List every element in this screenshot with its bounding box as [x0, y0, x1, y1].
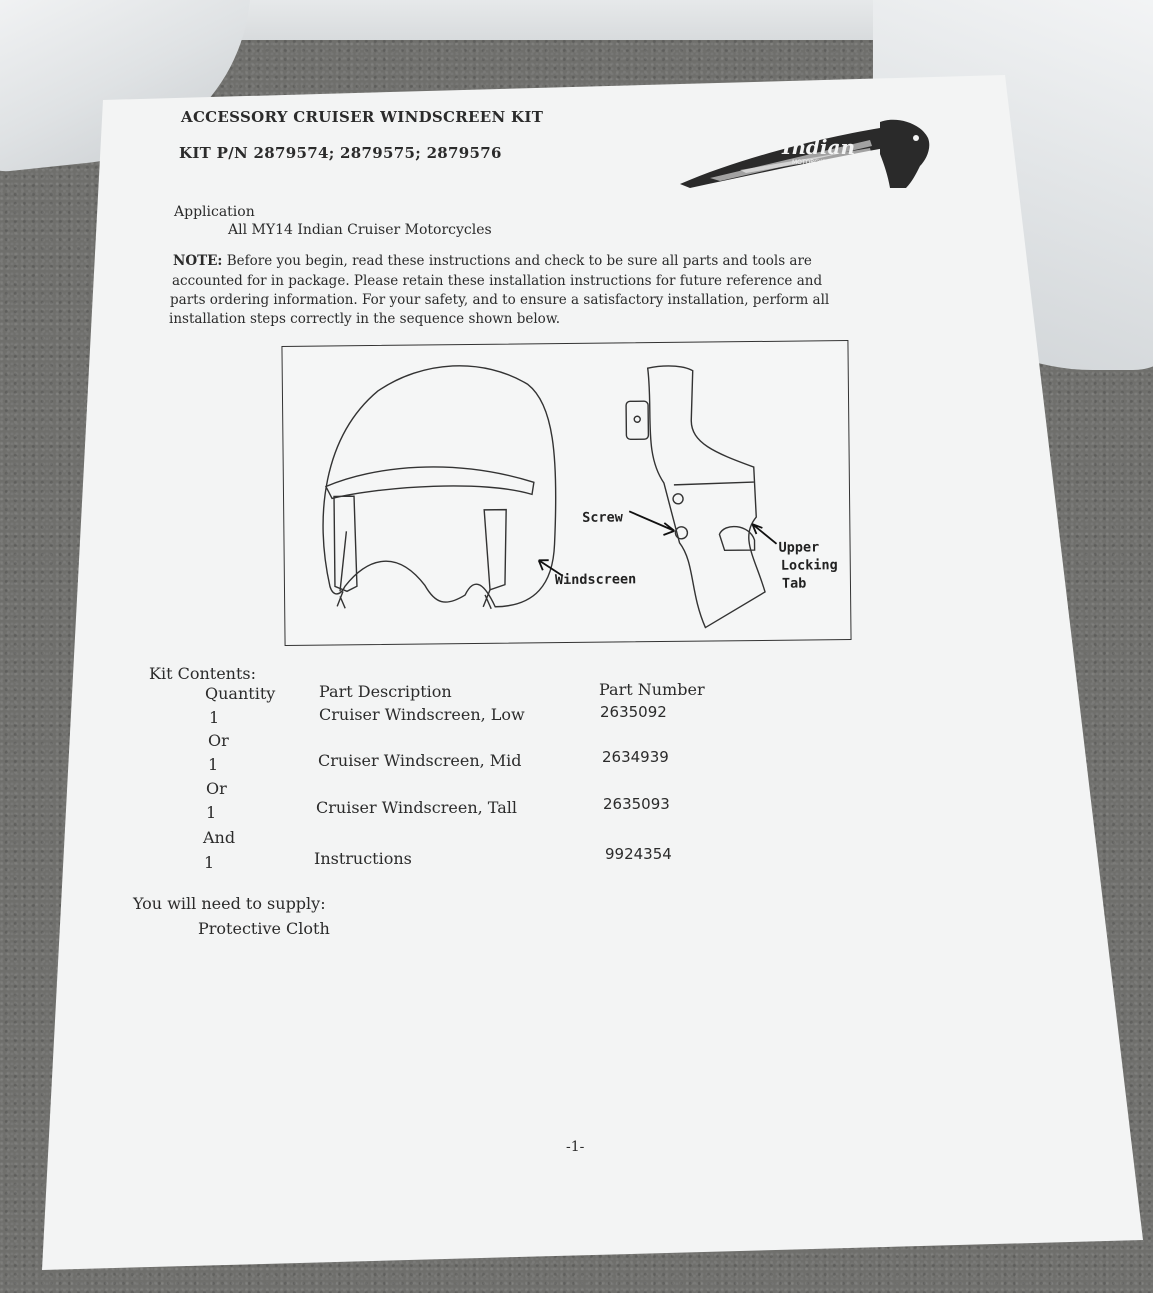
windscreen-diagram [282, 341, 850, 645]
label-screw: Screw [582, 509, 623, 526]
indian-logo [680, 118, 940, 190]
document-title: ACCESSORY CRUISER WINDSCREEN KIT [181, 108, 544, 126]
row-3-desc: Cruiser Windscreen, Tall [316, 798, 517, 817]
connector-or-1: Or [208, 731, 229, 750]
row-2-qty: 1 [208, 755, 219, 774]
note-line-4: installation steps correctly in the sequence shown below. [169, 311, 561, 327]
note-line-2: accounted for in package. Please retain these installation instructions for future reference and [172, 273, 823, 289]
row-4-pn: 9924354 [605, 845, 672, 863]
row-3-pn: 2635093 [603, 795, 670, 813]
row-4-qty: 1 [204, 853, 215, 872]
supply-item: Protective Cloth [198, 919, 330, 938]
logo-sub-text: MOTORCYCLE [792, 159, 833, 166]
row-2-pn: 2634939 [602, 748, 669, 766]
column-part-number: Part Number [599, 680, 705, 699]
row-1-pn: 2635092 [600, 703, 667, 721]
mounting-bar [326, 466, 534, 499]
application-value: All MY14 Indian Cruiser Motorcycles [228, 222, 492, 238]
row-3-qty: 1 [206, 803, 217, 822]
label-upper: Upper [778, 539, 820, 556]
row-1-desc: Cruiser Windscreen, Low [319, 705, 525, 724]
row-1-qty: 1 [209, 708, 220, 727]
note-text-1: Before you begin, read these instructions and check to be sure all parts and tools are [226, 253, 812, 269]
logo-brand-text: Indian [782, 135, 855, 159]
application-label: Application [174, 204, 255, 220]
note-line-3: parts ordering information. For your safety, and to ensure a satisfactory installation, perform all [170, 292, 830, 308]
label-tab: Tab [781, 575, 807, 592]
supply-heading: You will need to supply: [133, 894, 326, 913]
column-part-description: Part Description [319, 682, 452, 701]
note-label: NOTE: [173, 253, 223, 269]
kit-part-numbers: KIT P/N 2879574; 2879575; 2879576 [179, 144, 502, 162]
label-windscreen: Windscreen [554, 571, 637, 589]
connector-and: And [203, 828, 236, 847]
label-locking: Locking [780, 557, 838, 574]
connector-or-2: Or [206, 779, 227, 798]
page-number: -1- [566, 1139, 585, 1155]
note-line-1 [173, 251, 812, 271]
row-4-desc: Instructions [314, 849, 412, 868]
fork-mount [648, 365, 766, 628]
row-2-desc: Cruiser Windscreen, Mid [318, 751, 522, 770]
column-quantity: Quantity [205, 684, 276, 703]
kit-contents-heading: Kit Contents: [149, 664, 256, 683]
right-bracket [484, 510, 507, 590]
installation-figure [281, 340, 851, 646]
